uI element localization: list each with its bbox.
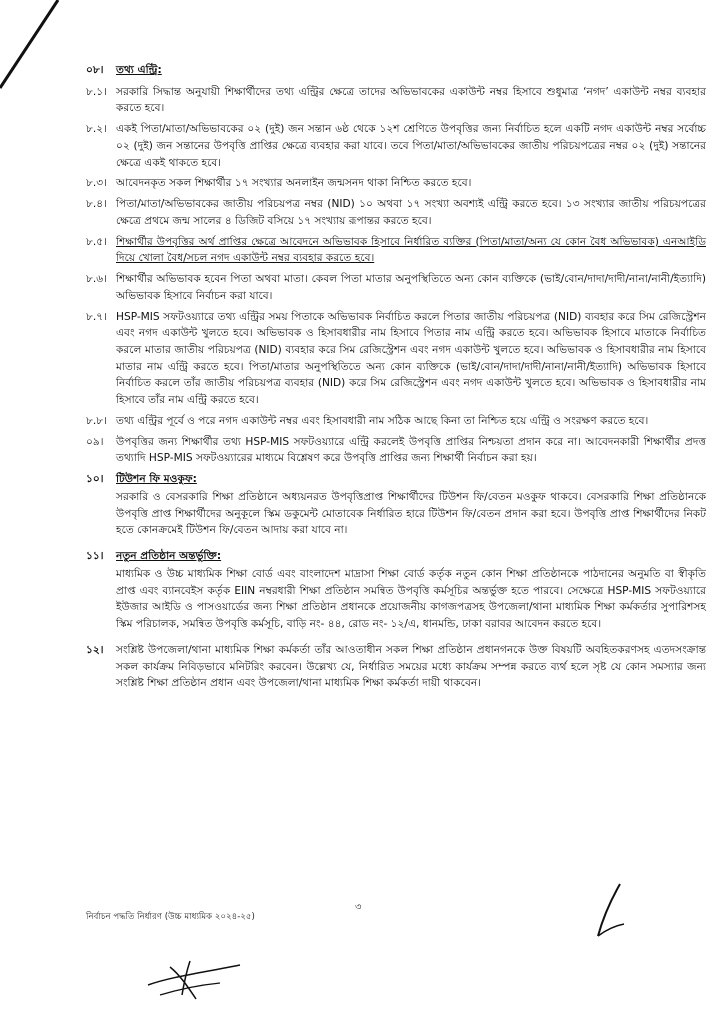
section-8-item (86, 413, 706, 430)
section-10 (86, 471, 706, 543)
section-heading: নতুন প্রতিষ্ঠান অন্তর্ভুক্তি: (116, 550, 222, 563)
section-12 (86, 642, 706, 692)
section-heading: তথ্য এন্ট্রি: (116, 64, 162, 76)
section-number: ১১। (86, 550, 104, 563)
item-number: ৮.৩। (86, 177, 107, 190)
item-number: ৮.৪। (86, 198, 107, 211)
section-11 (86, 548, 706, 637)
section-number: ১০। (86, 473, 104, 486)
item-text: HSP-MIS সফটওয়্যারে তথ্য এন্ট্রির সময় পিতাকে অভিভাবক নির্বাচিত করলে পিতার জাতীয় পরিচয়পত্র (NID) ব্যবহার করে সিম রেজিস্ট্রেশন এবং নগদ একাউন্ট খুলতে হবে। অভিভাবক ও হিসাবধারীর নাম হিসাবে পিতার নাম এন্ট্রি করতে হবে। অভিভাবক হিসাবে মাতাকে নির্বাচিত করলে মাতার জাতীয় পরিচয়পত্র (NID) ব্যবহার করে সিম রেজিস্ট্রেশন এবং নগদ একাউন্ট খুলতে হবে। অভিভাবক ও হিসাবধারীর নাম হিসাবে মাতার নাম এন্ট্রি করতে হবে। পিতা/মাতার অনুপস্থিতিতে অন্য কোন ব্যক্তিকে (ভাই/বোন/দাদা/দাদী/নানা/নানী/ইত্যাদি) অভিভাবক হিসাবে নির্বাচিত করলে তাঁর জাতীয় পরিচয়পত্র ব্যবহার (NID) করে সিম রেজিস্ট্রেশন এবং নগদ একাউন্ট খুলতে হবে। অভিভাবক ও হিসাবধারীর নাম হিসাবে তাঁর নাম এন্ট্রি করতে হবে। (116, 310, 706, 407)
section-8-item (86, 84, 706, 117)
item-text: একই পিতা/মাতা/অভিভাবকের ০২ (দুই) জন সন্তান ৬ষ্ঠ থেকে ১২শ শ্রেণিতে উপবৃত্তির জন্য নির্বাচিত হলে একটি নগদ একাউন্ট নম্বর সর্বোচ্চ ০২ (দুই) জন সন্তানের উপবৃত্তি প্রাপ্তির ক্ষেত্রে ব্যবহার করা যাবে। তবে পিতা/মাতা/অভিভাবকের জাতীয় পরিচয়পত্রের নম্বর ০২ (দুই) সন্তানের ক্ষেত্রে একই থাকতে হবে। (116, 123, 706, 169)
section-8-item (86, 234, 706, 267)
section-text: উপবৃত্তির জন্য শিক্ষার্থীর তথ্য HSP-MIS সফটওয়্যারে এন্ট্রি করলেই উপবৃত্তি প্রাপ্তির নিশ্চয়তা প্রদান করে না। আবেদনকারী শিক্ষার্থীর প্রদত্ত তথ্যাদি HSP-MIS সফটওয়্যারের মাধ্যমে বিশ্লেষণ করে উপবৃত্তি প্রাপ্তির জন্য শিক্ষার্থী নির্বাচন করা হয়। (116, 435, 706, 465)
item-number: ৮.৫। (86, 235, 107, 248)
section-text: সংশ্লিষ্ট উপজেলা/থানা মাধ্যমিক শিক্ষা কর্মকর্তা তাঁর আওতাধীন সকল শিক্ষা প্রতিষ্ঠান প্রধানগনকে উক্ত বিষয়টি অবহিতকরণসহ এতদসংক্রান্ত সকল কার্যক্রম নিবিড়ভাবে মনিটরিং করবেন। উল্লেখ্য যে, নির্ধারিত সময়ের মধ্যে কার্যক্রম সম্পন্ন করতে ব্যর্থ হলে সৃষ্ট যে কোন সমস্যার জন্য সংশ্লিষ্ট শিক্ষা প্রতিষ্ঠান প্রধান এবং উপজেলা/থানা মাধ্যমিক শিক্ষা কর্মকর্তা দায়ী থাকবেন। (116, 643, 706, 690)
item-text: আবেদনকৃত সকল শিক্ষার্থীর ১৭ সংখ্যার অনলাইন জন্মসনদ থাকা নিশ্চিত করতে হবে। (116, 177, 472, 190)
item-number: ৮.৮। (86, 414, 107, 427)
footer-note: নির্বাচন পদ্ধতি নির্ধারণ (উচ্চ মাধ্যমিক ২০২৪-২৫) (86, 912, 255, 922)
corner-fold-mark (0, 0, 60, 90)
section-text: মাধ্যমিক ও উচ্চ মাধ্যমিক শিক্ষা বোর্ড এবং বাংলাদেশ মাদ্রাসা শিক্ষা বোর্ড কর্তৃক নতুন কোন শিক্ষা প্রতিষ্ঠানকে পাঠদানের অনুমতি বা স্বীকৃতি প্রাপ্ত এবং ব্যানবেইস কর্তৃক EIIN নম্বরধারী শিক্ষা প্রতিষ্ঠান সমন্বিত উপবৃত্তি কর্মসূচির অন্তর্ভুক্ত হতে পারবে। সেক্ষেত্রে HSP-MIS সফটওয়্যারে ইউজার আইডি ও পাসওয়ার্ডের জন্য শিক্ষা প্রতিষ্ঠান প্রধানকে প্রয়োজনীয় কাগজপত্রসহ উপজেলা/থানা মাধ্যমিক শিক্ষা কর্মকর্তার সুপারিশসহ স্কিম পরিচালক, সমন্বিত উপবৃত্তি কর্মসূচি, বাড়ি নং- ৪৪, রোড নং- ১২/এ, ধানমন্ডি, ঢাকা বরাবর আবেদন করতে হবে। (116, 567, 706, 631)
section-8-item (86, 271, 706, 304)
signature-mark-bottom (140, 955, 250, 1010)
section-8-items (86, 84, 706, 430)
item-text: শিক্ষার্থীর উপবৃত্তির অর্থ প্রাপ্তির ক্ষেত্রে আবেদনে অভিভাবক হিসাবে নির্ধারিত ব্যক্তির (পিতা/মাতা/অন্য যে কোন বৈধ অভিভাবক) এনআইডি দিয়ে খোলা বৈধ/সচল নগদ একাউন্ট নম্বর ব্যবহার করতে হবে। (116, 235, 706, 265)
signature-mark-right (590, 880, 640, 940)
item-number: ৮.১। (86, 85, 107, 98)
section-heading: টিউশন ফি মওকুফ: (116, 473, 197, 486)
item-number: ৮.৬। (86, 273, 107, 286)
section-number: ০৯। (86, 435, 104, 448)
section-8-item (86, 196, 706, 229)
section-number: ০৮। (86, 64, 104, 76)
section-8-item (86, 175, 706, 192)
item-text: তথ্য এন্ট্রির পূর্বে ও পরে নগদ একাউন্ট নম্বর এবং হিসাবধারী নাম সঠিক আছে কিনা তা নিশ্চিত হয়ে এন্ট্রি ও সংরক্ষণ করতে হবে। (116, 414, 649, 427)
item-text: শিক্ষার্থীর অভিভাবক হবেন পিতা অথবা মাতা। কেবল পিতা মাতার অনুপস্থিতিতে অন্য কোন ব্যক্তিকে (ভাই/বোন/দাদা/দাদী/নানা/নানী/ইত্যাদি) অভিভাবক হিসাবে নির্বাচন করা যাবে। (116, 273, 706, 302)
section-8-item (86, 309, 706, 409)
document-body (86, 62, 706, 696)
section-8 (86, 62, 706, 79)
item-number: ৮.২। (86, 123, 107, 136)
item-text: পিতা/মাতা/অভিভাবকের জাতীয় পরিচয়পত্র নম্বর (NID) ১০ অথবা ১৭ সংখ্যা অবশ্যই এন্ট্রি করতে হবে। ১৩ সংখ্যার জাতীয় পরিচয়পত্রের ক্ষেত্রে প্রথমে জন্ম সালের ৪ ডিজিট বসিয়ে ১৭ সংখ্যায় রূপান্তর করতে হবে। (116, 198, 706, 227)
item-number: ৮.৭। (86, 310, 107, 323)
page-number: ৩ (355, 902, 362, 913)
section-number: ১২। (86, 643, 104, 656)
section-8-item (86, 121, 706, 171)
item-text: সরকারি সিদ্ধান্ত অনুযায়ী শিক্ষার্থীদের তথ্য এন্ট্রির ক্ষেত্রে তাদের অভিভাবকের একাউন্ট নম্বর হিসাবে শুধুমাত্র ‘নগদ’ একাউন্ট নম্বর ব্যবহার করতে হবে। (116, 85, 706, 115)
section-9 (86, 434, 706, 467)
section-text: সরকারি ও বেসরকারি শিক্ষা প্রতিষ্ঠানে অধ্যয়নরত উপবৃত্তিপ্রাপ্ত শিক্ষার্থীদের টিউশন ফি/বেতন মওকুফ থাকবে। বেসরকারি শিক্ষা প্রতিষ্ঠানকে উপবৃত্তি প্রাপ্ত শিক্ষার্থীদের অনুকূলে স্কিম ডকুমেন্ট মোতাবেক নির্ধারিত হারে টিউশন ফি/বেতন প্রদান করা হবে। উপবৃত্তি প্রাপ্ত শিক্ষার্থীদের নিকট হতে কোনক্রমেই টিউশন ফি/বেতন আদায় করা যাবে না। (116, 490, 706, 537)
